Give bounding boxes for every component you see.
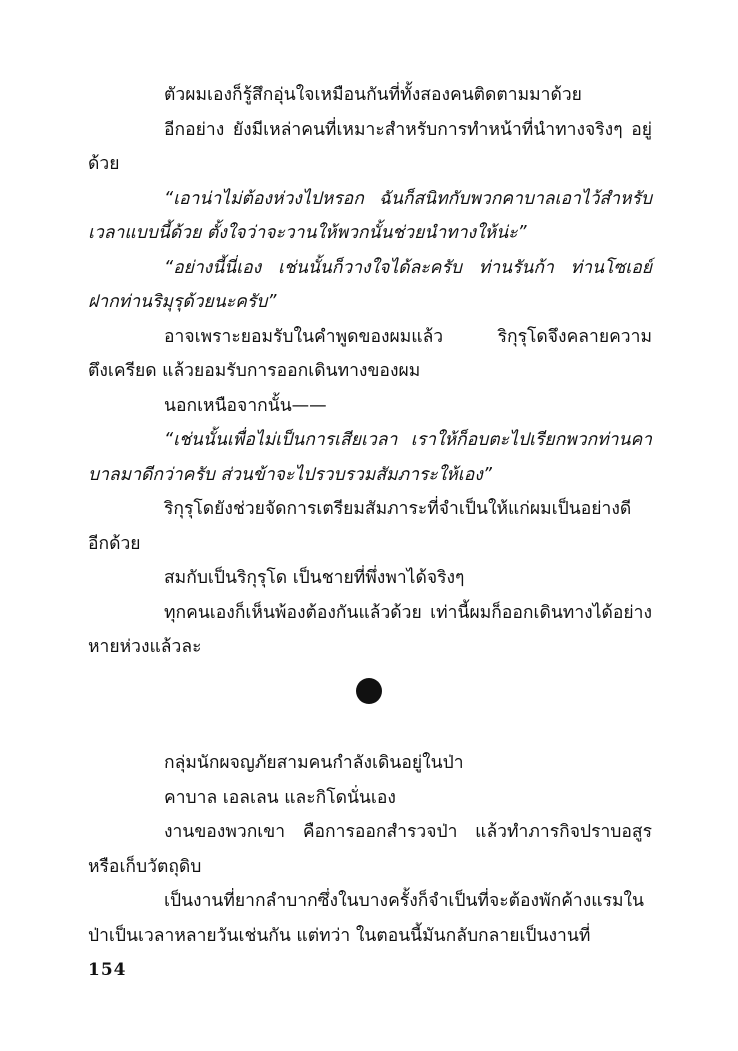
paragraph: ทุกคนเองก็เห็นพ้องต้องกันแล้วด้วย เท่านี้ผมก็ออกเดินทางได้อย่างหายห่วงแล้วละ [88, 602, 652, 657]
section-break-dot [356, 678, 382, 704]
text-block-top [88, 78, 652, 665]
paragraph: นอกเหนือจากนั้น—— [164, 395, 327, 416]
text-block-bottom [88, 746, 652, 953]
paragraph: สมกับเป็นริกุรุโด เป็นชายที่พึ่งพาได้จริงๆ [164, 568, 465, 588]
dialogue-paragraph: “อย่างนี้นี่เอง เช่นนั้นก็วางใจได้ละครับ ท่านรันก้า ท่านโซเอย์ ฝากท่านริมุรุด้วยนะครับ” [88, 257, 652, 312]
paragraph: อีกอย่าง ยังมีเหล่าคนที่เหมาะสำหรับการทำหน้าที่นำทางจริงๆ อยู่ด้วย [88, 119, 652, 174]
paragraph: ตัวผมเองก็รู้สึกอุ่นใจเหมือนกันที่ทั้งสองคนติดตามมาด้วย [164, 85, 582, 105]
paragraph: อาจเพราะยอมรับในคำพูดของผมแล้ว ริกุรุโดจึงคลายความตึงเครียด แล้วยอมรับการออกเดินทางของผม [88, 326, 652, 381]
page-number: 154 [88, 960, 127, 980]
paragraph: คาบาล เอลเลน และกิโดนั่นเอง [164, 787, 396, 808]
paragraph: กลุ่มนักผจญภัยสามคนกำลังเดินอยู่ในป่า [164, 753, 464, 773]
paragraph: เป็นงานที่ยากลำบากซึ่งในบางครั้งก็จำเป็นที่จะต้องพักค้างแรมในป่าเป็นเวลาหลายวันเช่นกัน แต่ทว่า ในตอนนี้มันกลับกลายเป็นงานที่ [88, 891, 645, 946]
paragraph: งานของพวกเขา คือการออกสำรวจป่า แล้วทำภารกิจปราบอสูรหรือเก็บวัตถุดิบ [88, 822, 652, 877]
dialogue-paragraph: “เอาน่าไม่ต้องห่วงไปหรอก ฉันก็สนิทกับพวกคาบาลเอาไว้สำหรับเวลาแบบนี้ด้วย ตั้งใจว่าจะวานให้พวกนั้นช่วยนำทางให้น่ะ” [88, 188, 652, 243]
dialogue-paragraph: “เช่นนั้นเพื่อไม่เป็นการเสียเวลา เราให้ก็อบตะไปเรียกพวกท่านคาบาลมาดีกว่าครับ ส่วนข้าจะไปรวบรวมสัมภาระให้เอง” [88, 430, 652, 485]
paragraph: ริกุรุโดยังช่วยจัดการเตรียมสัมภาระที่จำเป็นให้แก่ผมเป็นอย่างดีอีกด้วย [88, 499, 632, 554]
